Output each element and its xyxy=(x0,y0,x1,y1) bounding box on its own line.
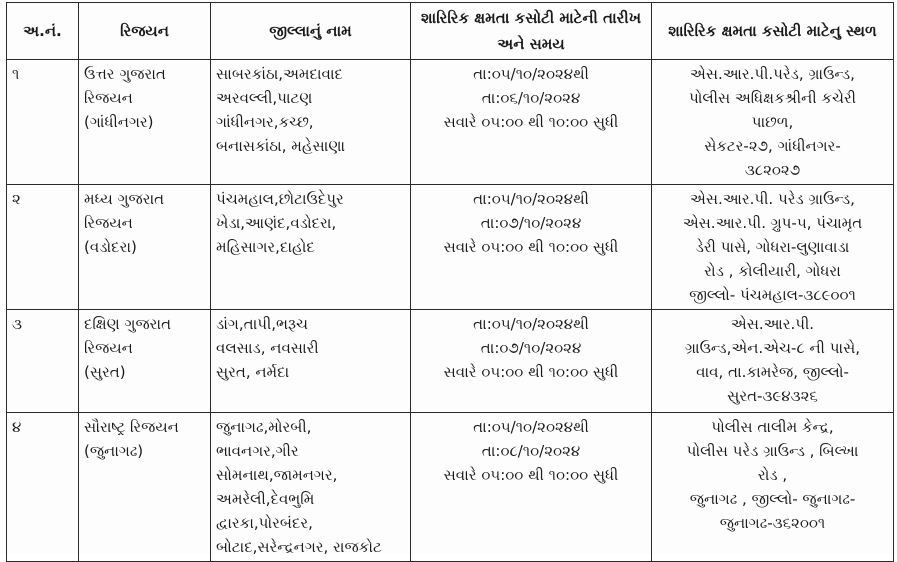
district-line: બનાસકાંઠા, મહેસાણા xyxy=(216,137,346,155)
serial-no-cell: ૧ xyxy=(7,60,79,185)
region-line: (વડોદરા) xyxy=(84,238,137,256)
region-cell xyxy=(79,413,211,562)
region-line: દક્ષિણ ગુજરાત xyxy=(84,315,172,333)
date-from: તા:૦૫/૧૦/૨૦૨૪થી xyxy=(473,190,589,208)
venue-line: એસ.આર.પી. xyxy=(730,315,815,333)
header-date-time: શારિરિક ક્ષમતા કસોટી માટેની તારીખ અને સમય xyxy=(411,3,652,60)
district-line: ખેડા,આણંદ,વડોદરા, xyxy=(216,214,337,232)
venue-line: જીલ્લો- પંચમહાલ-૩૮૯૦૦૧ xyxy=(689,286,856,304)
date-time-cell xyxy=(411,60,652,185)
region-cell xyxy=(79,185,211,310)
time-range: સવારે ૦૫:૦૦ થી ૧૦:૦૦ સુધી xyxy=(443,113,619,131)
venue-line: પાછળ, xyxy=(751,113,794,131)
venue-line: ગ્રાઉન્ડ,એન.એચ-૮ ની પાસે, xyxy=(684,339,861,357)
header-districts: જીલ્લાનું નામ xyxy=(211,3,411,60)
serial-no-cell: ૩ xyxy=(7,310,79,413)
venue-line: સેકટર-૨૭, ગાંધીનગર- xyxy=(704,137,841,155)
table-row xyxy=(7,60,894,185)
date-time-cell xyxy=(411,413,652,562)
venue-line: એસ.આર.પી. ગ્રુપ-૫, પંચામૃત xyxy=(682,214,863,232)
region-line: રિજયન xyxy=(84,214,133,232)
district-line: ગાંધીનગર,કચ્છ, xyxy=(216,113,314,131)
venue-line: સુરત-૩૯૪૩૨૬ xyxy=(727,387,818,405)
table-row xyxy=(7,413,894,562)
date-to: તા:૦૬/૧૦/૨૦૨૪ xyxy=(481,89,581,107)
region-line: મધ્ય ગુજરાત xyxy=(84,190,165,208)
serial-no-cell: ૪ xyxy=(7,413,79,562)
region-cell xyxy=(79,310,211,413)
venue-cell xyxy=(652,413,894,562)
venue-cell xyxy=(652,185,894,310)
region-line: સૌરાષ્ટ્ર રિજયન xyxy=(84,418,179,436)
district-line: સોમનાથ,જામનગર, xyxy=(216,466,338,484)
district-line: વલસાડ, નવસારી xyxy=(216,339,319,357)
date-time-cell xyxy=(411,185,652,310)
header-serial-no: અ.નં. xyxy=(7,3,79,60)
date-to: તા:૦૭/૧૦/૨૦૨૪ xyxy=(480,339,582,357)
header-row xyxy=(7,3,894,60)
district-line: મહિસાગર,દાહોદ xyxy=(216,238,315,256)
venue-line: પોલીસ પરેડ ગ્રાઉન્ડ , બિલ્ખા xyxy=(686,442,859,460)
venue-line: જુનાગઢ , જીલ્લો- જુનાગઢ- xyxy=(689,490,856,508)
district-line: દ્વારકા,પોરબંદર, xyxy=(216,514,313,532)
venue-line: વાવ, તા.કામરેજ, જીલ્લો- xyxy=(696,363,849,381)
time-range: સવારે ૦૫:૦૦ થી ૧૦:૦૦ સુધી xyxy=(443,363,619,381)
table-row xyxy=(7,185,894,310)
date-from: તા:૦૫/૧૦/૨૦૨૪થી xyxy=(473,65,589,83)
region-line: રિજયન xyxy=(84,89,133,107)
header-region: રિજયન xyxy=(79,3,211,60)
date-from: તા:૦૫/૧૦/૨૦૨૪થી xyxy=(473,315,589,333)
districts-cell xyxy=(211,310,411,413)
districts-cell xyxy=(211,413,411,562)
table-row xyxy=(7,310,894,413)
time-range: સવારે ૦૫:૦૦ થી ૧૦:૦૦ સુધી xyxy=(443,466,619,484)
district-line: સુરત, નર્મદા xyxy=(216,363,290,381)
district-line: અમરેલી,દેવભુમિ xyxy=(216,490,315,508)
venue-line: ૩૮૨૦૨૭ xyxy=(744,161,801,179)
districts-cell xyxy=(211,185,411,310)
venue-line: એસ.આર.પી. પરેડ ગ્રાઉન્ડ, xyxy=(690,190,855,208)
region-line: ઉત્તર ગુજરાત xyxy=(84,65,166,83)
region-line: (જુનાગઢ) xyxy=(84,442,144,460)
date-to: તા:૦૭/૧૦/૨૦૨૪ xyxy=(480,214,582,232)
date-to: તા:૦૮/૧૦/૨૦૨૪ xyxy=(481,442,581,460)
district-line: અરવલ્લી,પાટણ xyxy=(216,89,313,107)
venue-cell xyxy=(652,310,894,413)
date-time-cell xyxy=(411,310,652,413)
district-line: ભાવનગર,ગીર xyxy=(216,442,299,460)
physical-test-schedule-table xyxy=(6,2,894,562)
header-venue: શારિરિક ક્ષમતા કસોટી માટેનુ સ્થળ xyxy=(652,3,894,60)
venue-cell xyxy=(652,60,894,185)
serial-no-cell: ૨ xyxy=(7,185,79,310)
venue-line: પોલીસ અધિક્ષકશ્રીની કચેરી xyxy=(688,89,857,107)
venue-line: જુનાગઢ-૩૬૨૦૦૧ xyxy=(719,514,826,532)
venue-line: ડેરી પાસે, ગોધરા-લુણાવાડા xyxy=(695,238,850,256)
region-cell xyxy=(79,60,211,185)
districts-cell xyxy=(211,60,411,185)
venue-line: પોલીસ તાલીમ કેન્દ્ર, xyxy=(711,418,834,436)
district-line: જુનાગઢ,મોરબી, xyxy=(216,418,312,436)
district-line: બોટાદ,સરેન્દ્રનગર, રાજકોટ xyxy=(216,538,382,556)
district-line: સાબરકાંઠા,અમદાવાદ xyxy=(216,65,343,83)
venue-line: રોડ , xyxy=(757,466,788,484)
time-range: સવારે ૦૫:૦૦ થી ૧૦:૦૦ સુધી xyxy=(443,238,619,256)
venue-line: રોડ , કોલીયારી, ગોધરા xyxy=(704,262,841,280)
date-from: તા:૦૫/૧૦/૨૦૨૪થી xyxy=(473,418,589,436)
district-line: પંચમહાલ,છોટાઉદેપુર xyxy=(216,190,344,208)
region-line: (સુરત) xyxy=(84,363,126,381)
region-line: (ગાંધીનગર) xyxy=(84,113,154,131)
district-line: ડાંગ,તાપી,ભરૂચ xyxy=(216,315,309,333)
venue-line: એસ.આર.પી.પરેડ, ગ્રાઉન્ડ, xyxy=(690,65,855,83)
region-line: રિજયન xyxy=(84,339,133,357)
